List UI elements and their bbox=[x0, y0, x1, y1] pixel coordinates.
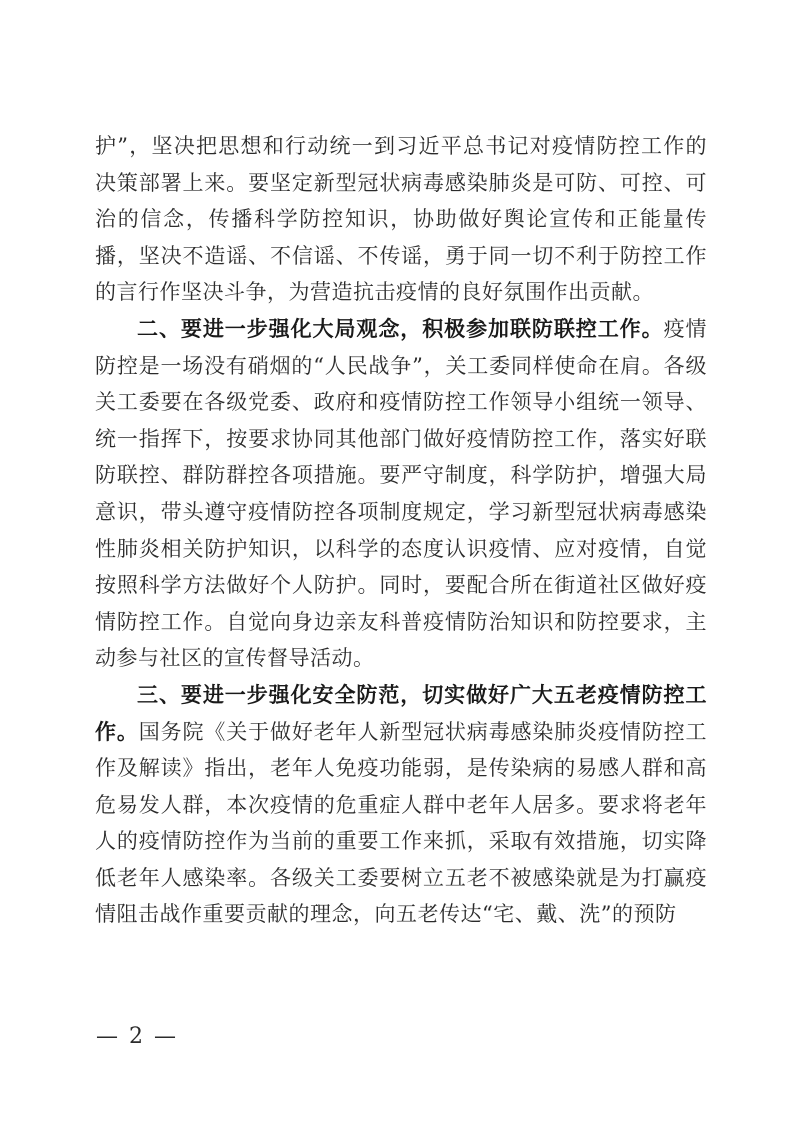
paragraph-body: 护”，坚决把思想和行动统一到习近平总书记对疫情防控工作的决策部署上来。要坚定新型冠状病毒感染肺炎是可防、可控、可治的信念，传播科学防控知识，协助做好舆论宣传和正能量传播，坚决不造谣、不信谣、不传谣，勇于同一切不利于防控工作的言行作坚决斗争，为营造抗击疫情的良好氛围作出贡献。 bbox=[95, 134, 707, 305]
paragraph-section-two bbox=[95, 311, 707, 677]
paragraph-body: 国务院《关于做好老年人新型冠状病毒感染肺炎疫情防控工作及解读》指出，老年人免疫功能弱，是传染病的易感人群和高危易发人群，本次疫情的危重症人群中老年人居多。要求将老年人的疫情防控作为当前的重要工作来抓，采取有效措施，切实降低老年人感染率。各级关工委要树立五老不被感染就是为打赢疫情阻击战作重要贡献的理念，向五老传达“宅、戴、洗”的预防 bbox=[95, 719, 708, 927]
paragraph-body: 疫情防控是一场没有硝烟的“人民战争”，关工委同样使命在肩。各级关工委要在各级党委、政府和疫情防控工作领导小组统一领导、统一指挥下，按要求协同其他部门做好疫情防控工作，落实好联防联控、群防群控各项措施。要严守制度，科学防护，增强大局意识，带头遵守疫情防控各项制度规定，学习新型冠状病毒感染性肺炎相关防护知识，以科学的态度认识疫情、应对疫情，自觉按照科学方法做好个人防护。同时，要配合所在街道社区做好疫情防控工作。自觉向身边亲友科普疫情防治知识和防控要求，主动参与社区的宣传督导活动。 bbox=[95, 316, 708, 671]
paragraph-section-three bbox=[95, 677, 707, 933]
section-heading: 二、要进一步强化大局观念，积极参加联防联控工作。 bbox=[137, 316, 664, 341]
section-heading: 三、要进一步强化安全防范，切实做好广大五老疫情防控工作。 bbox=[95, 682, 707, 744]
page-number: — 2 — bbox=[96, 1024, 178, 1049]
document-page bbox=[95, 128, 707, 933]
paragraph-continuation bbox=[95, 128, 707, 311]
